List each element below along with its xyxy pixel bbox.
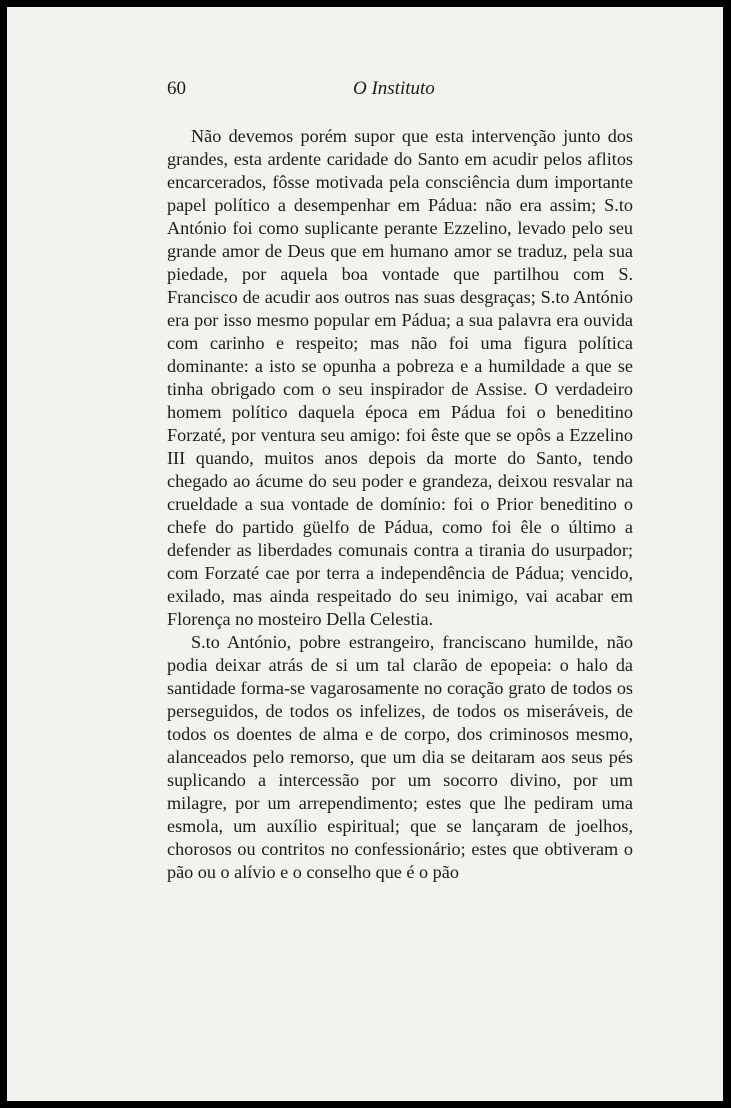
paragraph-2: S.to António, pobre estrangeiro, franciscano humilde, não podia deixar atrás de si um tal clarão de epopeia: o halo da santidade forma-se vagarosamente no coração grato de todos os perseguidos, de todos os infelizes, de todos os miseráveis, de todos os doentes de alma e de corpo, dos criminosos mesmo, alanceados pelo remorso, que um dia se deitaram aos seus pés suplicando a intercessão por um socorro divino, por um milagre, por um arrependimento; estes que lhe pediram uma esmola, um auxílio espiritual; que se lançaram de joelhos, chorosos ou contritos no confessionário; estes que obtiveram o pão ou o alívio e o conselho que é o pão xyxy=(167,632,633,882)
body-text xyxy=(167,125,633,884)
page-header xyxy=(167,78,633,104)
page-number: 60 xyxy=(167,78,186,99)
paragraph-1: Não devemos porém supor que esta intervenção junto dos grandes, esta ardente caridade do Santo em acudir pelos aflitos encarcerados, fôsse motivada pela consciência dum importante papel político a desempenhar em Pádua: não era assim; S.to António foi como suplicante perante Ezzelino, levado pelo seu grande amor de Deus que em humano amor se traduz, pela sua piedade, por aquela boa vontade que partilhou com S. Francisco de acudir aos outros nas suas desgraças; S.to António era por isso mesmo popular em Pádua; a sua palavra era ouvida com carinho e respeito; mas não foi uma figura política dominante: a isto se opunha a pobreza e a humildade a que se tinha obrigado com o seu inspirador de Assise. O verdadeiro homem político daquela época em Pádua foi o beneditino Forzaté, por ventura seu amigo: foi êste que se opôs a Ezzelino III quando, muitos anos depois da morte do Santo, tendo chegado ao ácume do seu poder e grandeza, deixou resvalar na crueldade a sua vontade de domínio: foi o Prior beneditino o chefe do partido güelfo de Pádua, como foi êle o último a defender as liberdades comunais contra a tirania do usurpador; com Forzaté cae por terra a independência de Pádua; vencido, exilado, mas ainda respeitado do seu inimigo, vai acabar em Florença no mosteiro Della Celestia. xyxy=(167,126,633,629)
running-title: O Instituto xyxy=(353,78,435,99)
book-page xyxy=(7,7,723,1101)
